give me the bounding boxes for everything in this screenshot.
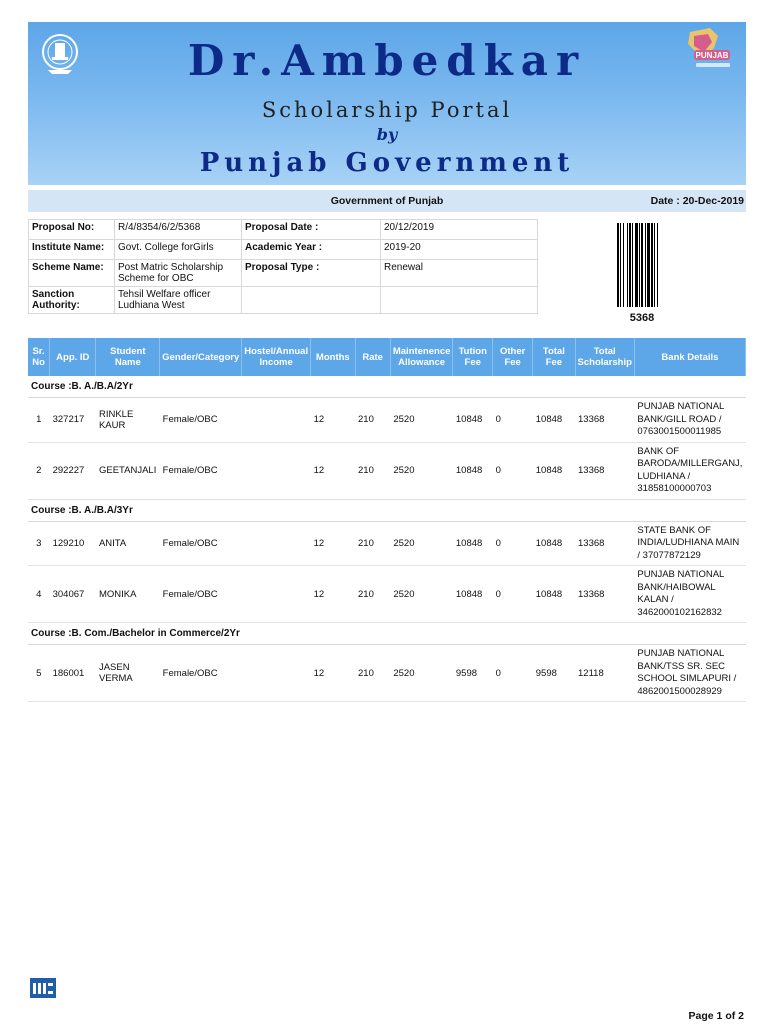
col-header-app-id: App. ID (50, 338, 96, 376)
barcode-bar (623, 223, 624, 307)
course-group-row (28, 499, 746, 521)
cell-student-name: GEETANJALI (96, 442, 160, 499)
cell-tution-fee: 10848 (453, 521, 493, 566)
cell-total-scholarship: 13368 (575, 566, 634, 623)
student-scholarship-table (28, 338, 746, 702)
table-row (28, 442, 746, 499)
col-header-income: Hostel/Annual Income (242, 338, 311, 376)
cell-months: 12 (311, 442, 355, 499)
barcode-image (617, 223, 665, 307)
cell-other-fee: 0 (493, 398, 533, 443)
cell-income (242, 398, 311, 443)
cell-gender: Female/OBC (160, 521, 242, 566)
cell-rate: 210 (355, 645, 390, 702)
barcode-bar (657, 223, 658, 307)
cell-app-id: 304067 (50, 566, 96, 623)
cell-other-fee: 0 (493, 442, 533, 499)
table-row (28, 398, 746, 443)
government-bar (28, 190, 746, 212)
cell-sr: 5 (28, 645, 50, 702)
cell-bank-details: BANK OF BARODA/MILLERGANJ, LUDHIANA / 31858100000703 (634, 442, 745, 499)
barcode-bar (635, 223, 638, 307)
nic-logo-icon (30, 978, 56, 998)
barcode-bar (632, 223, 633, 307)
cell-student-name: JASEN VERMA (96, 645, 160, 702)
cell-sr: 3 (28, 521, 50, 566)
barcode-bar (617, 223, 619, 307)
cell-months: 12 (311, 398, 355, 443)
cell-total-scholarship: 13368 (575, 521, 634, 566)
cell-maintenance: 2520 (390, 398, 453, 443)
proposal-no-label: Proposal No: (29, 220, 115, 240)
barcode-bar (654, 223, 655, 307)
cell-sr: 4 (28, 566, 50, 623)
cell-income (242, 566, 311, 623)
cell-bank-details: PUNJAB NATIONAL BANK/HAIBOWAL KALAN / 3462000102162832 (634, 566, 745, 623)
cell-gender: Female/OBC (160, 645, 242, 702)
cell-other-fee: 0 (493, 566, 533, 623)
sanction-authority-label: Sanction Authority: (29, 287, 115, 314)
table-header-row (28, 338, 746, 376)
cell-rate: 210 (355, 398, 390, 443)
table-row (28, 566, 746, 623)
cell-gender: Female/OBC (160, 566, 242, 623)
empty-cell (242, 287, 381, 314)
cell-total-fee: 10848 (533, 566, 575, 623)
cell-app-id: 186001 (50, 645, 96, 702)
col-header-total-fee: Total Fee (533, 338, 575, 376)
course-label: Course :B. Com./Bachelor in Commerce/2Yr (28, 623, 746, 645)
cell-income (242, 645, 311, 702)
academic-year-label: Academic Year : (242, 240, 381, 260)
col-header-bank: Bank Details (634, 338, 745, 376)
proposal-date-label: Proposal Date : (242, 220, 381, 240)
cell-months: 12 (311, 566, 355, 623)
barcode-bar (629, 223, 631, 307)
portal-title: Dr.Ambedkar (187, 36, 587, 85)
portal-subtitle: Scholarship Portal (261, 98, 513, 122)
barcode-bar (639, 223, 640, 307)
cell-student-name: RINKLE KAUR (96, 398, 160, 443)
barcode-bar (627, 223, 628, 307)
scheme-value: Post Matric Scholarship Scheme for OBC (115, 260, 242, 287)
col-header-sr: Sr. No (28, 338, 50, 376)
proposal-type-value: Renewal (381, 260, 538, 287)
cell-app-id: 292227 (50, 442, 96, 499)
barcode-number: 5368 (629, 312, 655, 324)
cell-gender: Female/OBC (160, 398, 242, 443)
cell-maintenance: 2520 (390, 645, 453, 702)
cell-total-fee: 9598 (533, 645, 575, 702)
course-label: Course :B. A./B.A/2Yr (28, 376, 746, 398)
cell-tution-fee: 10848 (453, 398, 493, 443)
academic-year-value: 2019-20 (381, 240, 538, 260)
course-group-row (28, 376, 746, 398)
sanction-authority-value: Tehsil Welfare officer Ludhiana West (115, 287, 242, 314)
cell-student-name: ANITA (96, 521, 160, 566)
report-date: Date : 20-Dec-2019 (650, 195, 744, 207)
cell-app-id: 327217 (50, 398, 96, 443)
cell-bank-details: PUNJAB NATIONAL BANK/GILL ROAD / 0763001500011985 (634, 398, 745, 443)
cell-total-scholarship: 13368 (575, 398, 634, 443)
course-group-row (28, 623, 746, 645)
government-title: Government of Punjab (330, 195, 444, 207)
cell-maintenance: 2520 (390, 566, 453, 623)
cell-tution-fee: 9598 (453, 645, 493, 702)
cell-other-fee: 0 (493, 521, 533, 566)
cell-sr: 1 (28, 398, 50, 443)
cell-income (242, 442, 311, 499)
cell-rate: 210 (355, 566, 390, 623)
punjab-logo-icon (680, 26, 736, 74)
cell-tution-fee: 10848 (453, 566, 493, 623)
institute-value: Govt. College forGirls (115, 240, 242, 260)
col-header-other: Other Fee (493, 338, 533, 376)
cell-sr: 2 (28, 442, 50, 499)
institute-label: Institute Name: (29, 240, 115, 260)
barcode-bar (620, 223, 621, 307)
scheme-label: Scheme Name: (29, 260, 115, 287)
cell-total-scholarship: 12118 (575, 645, 634, 702)
portal-by: by (376, 125, 398, 144)
page-number: Page 1 of 2 (688, 1010, 744, 1022)
cell-income (242, 521, 311, 566)
cell-months: 12 (311, 645, 355, 702)
empty-cell (381, 287, 538, 314)
course-label: Course :B. A./B.A/3Yr (28, 499, 746, 521)
cell-other-fee: 0 (493, 645, 533, 702)
col-header-tution: Tution Fee (453, 338, 493, 376)
barcode-bar (651, 223, 653, 307)
col-header-gender: Gender/Category (160, 338, 242, 376)
portal-header-banner (28, 22, 746, 185)
col-header-rate: Rate (355, 338, 390, 376)
punjab-logo-text: PUNJAB (695, 51, 729, 60)
cell-bank-details: STATE BANK OF INDIA/LUDHIANA MAIN / 37077872129 (634, 521, 745, 566)
col-header-student: Student Name (96, 338, 160, 376)
cell-maintenance: 2520 (390, 521, 453, 566)
col-header-total-scholarship: Total Scholarship (575, 338, 634, 376)
cell-maintenance: 2520 (390, 442, 453, 499)
barcode-bar (647, 223, 650, 307)
cell-tution-fee: 10848 (453, 442, 493, 499)
proposal-type-label: Proposal Type : (242, 260, 381, 287)
barcode-bar (645, 223, 646, 307)
col-header-months: Months (311, 338, 355, 376)
cell-total-scholarship: 13368 (575, 442, 634, 499)
table-row (28, 645, 746, 702)
cell-total-fee: 10848 (533, 442, 575, 499)
proposal-no-value: R/4/8354/6/2/5368 (115, 220, 242, 240)
cell-total-fee: 10848 (533, 521, 575, 566)
proposal-info-table (28, 219, 538, 314)
cell-months: 12 (311, 521, 355, 566)
cell-bank-details: PUNJAB NATIONAL BANK/TSS SR. SEC SCHOOL SIMLAPURI / 4862001500028929 (634, 645, 745, 702)
portal-government: Punjab Government (199, 148, 575, 178)
col-header-maintenance: Maintenence Allowance (390, 338, 453, 376)
barcode-bar (641, 223, 643, 307)
cell-rate: 210 (355, 521, 390, 566)
cell-rate: 210 (355, 442, 390, 499)
cell-student-name: MONIKA (96, 566, 160, 623)
cell-gender: Female/OBC (160, 442, 242, 499)
cell-total-fee: 10848 (533, 398, 575, 443)
proposal-date-value: 20/12/2019 (381, 220, 538, 240)
cell-app-id: 129210 (50, 521, 96, 566)
table-row (28, 521, 746, 566)
